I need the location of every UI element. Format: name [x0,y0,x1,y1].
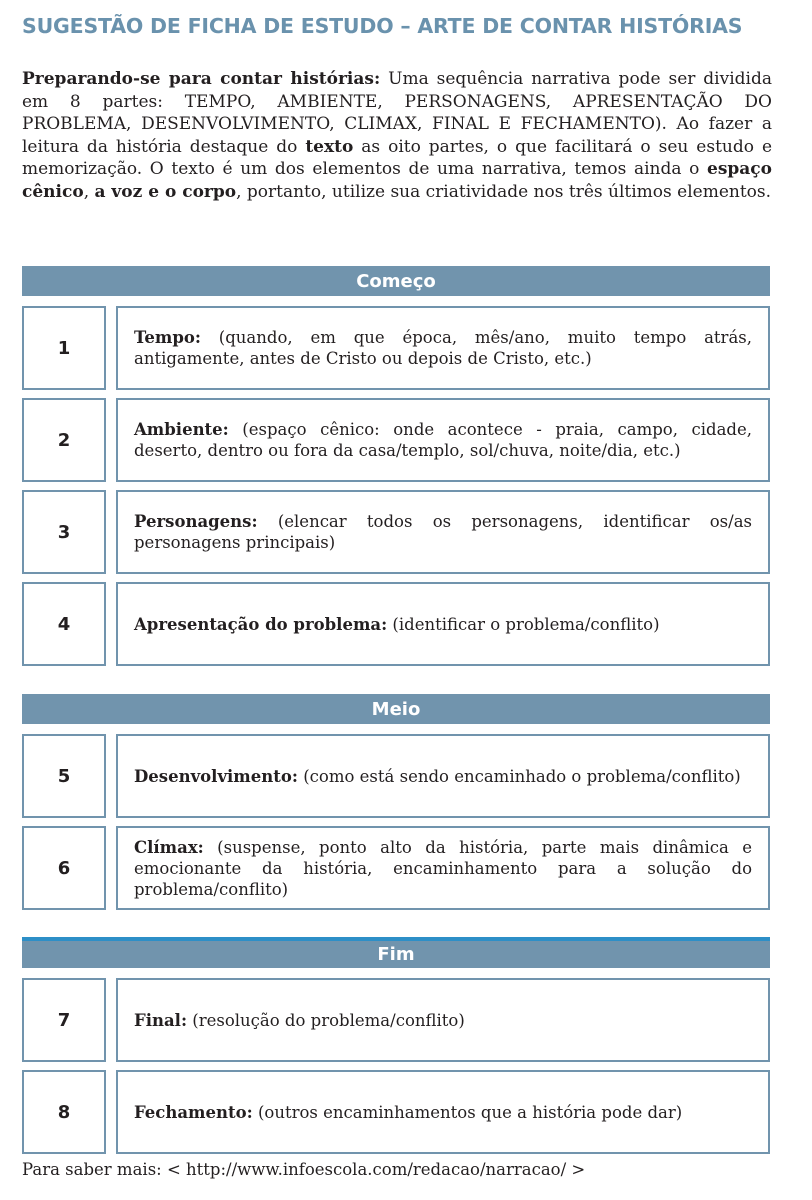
step-number-2: 2 [22,398,106,482]
step-text-6: (suspense, ponto alto da história, parte mais dinâmica e emocionante da história, encaminhamento para a solução do problema/conflito) [134,837,752,899]
step-number-7: 7 [22,978,106,1062]
step-box-2 [116,398,770,482]
step-label-4: Apresentação do problema: [134,614,388,634]
step-box-4 [116,582,770,666]
intro-text-2: as oito partes, o que facilitará o seu estudo e memorização. O texto é um dos elementos de uma narrativa, temos ainda o [22,136,773,179]
step-box-6 [116,826,770,910]
intro-text-3: , [83,181,95,202]
step-number-1: 1 [22,306,106,390]
section-header-comeco: Começo [22,266,770,296]
step-number-6: 6 [22,826,106,910]
step-text-7: (resolução do problema/conflito) [187,1010,465,1030]
step-number-3: 3 [22,490,106,574]
intro-paragraph [22,68,772,203]
step-text-8: (outros encaminhamentos que a história pode dar) [252,1102,683,1122]
step-number-4: 4 [22,582,106,666]
step-text-4: (identificar o problema/conflito) [387,614,660,634]
step-box-8 [116,1070,770,1154]
step-box-5 [116,734,770,818]
section-header-meio: Meio [22,694,770,724]
step-label-8: Fechamento: [134,1102,253,1122]
step-number-8: 8 [22,1070,106,1154]
step-label-2: Ambiente: [134,420,229,439]
intro-bold-texto: texto [305,136,354,157]
step-box-3 [116,490,770,574]
intro-bold-voz: a voz e o corpo [94,181,237,202]
step-text-2: (espaço cênico: onde acontece - praia, campo, cidade, deserto, dentro ou fora da casa/templo, sol/chuva, noite/dia, etc.) [134,420,752,460]
intro-lead: Preparando-se para contar histórias: [22,69,381,89]
footer-reference-link[interactable]: Para saber mais: < http://www.infoescola.com/redacao/narracao/ > [22,1160,586,1179]
step-text-5: (como está sendo encaminhado o problema/conflito) [297,766,741,786]
step-text-3: (elencar todos os personagens, identificar os/as personagens principais) [134,512,752,552]
step-number-5: 5 [22,734,106,818]
intro-text-4: , portanto, utilize sua criatividade nos três últimos elementos. [236,181,772,202]
step-label-3: Personagens: [134,512,258,531]
step-box-7 [116,978,770,1062]
step-label-5: Desenvolvimento: [134,766,298,786]
section-header-fim: Fim [22,937,770,968]
step-text-1: (quando, em que época, mês/ano, muito tempo atrás, antigamente, antes de Cristo ou depois de Cristo, etc.) [134,328,752,368]
step-label-7: Final: [134,1010,188,1030]
step-box-1 [116,306,770,390]
step-label-6: Clímax: [134,837,204,857]
page-title: SUGESTÃO DE FICHA DE ESTUDO – ARTE DE CONTAR HISTÓRIAS [22,14,743,38]
step-label-1: Tempo: [134,328,201,347]
intro-bold-espaco: espaço cênico [22,159,772,202]
intro-text-1: Uma sequência narrativa pode ser dividida em 8 partes: TEMPO, AMBIENTE, PERSONAGENS, APRESENTAÇÃO DO PROBLEMA, DESENVOLVIMENTO, CLIMAX, FINAL E FECHAMENTO). Ao fazer a leitura da história destaque do [22,69,772,157]
